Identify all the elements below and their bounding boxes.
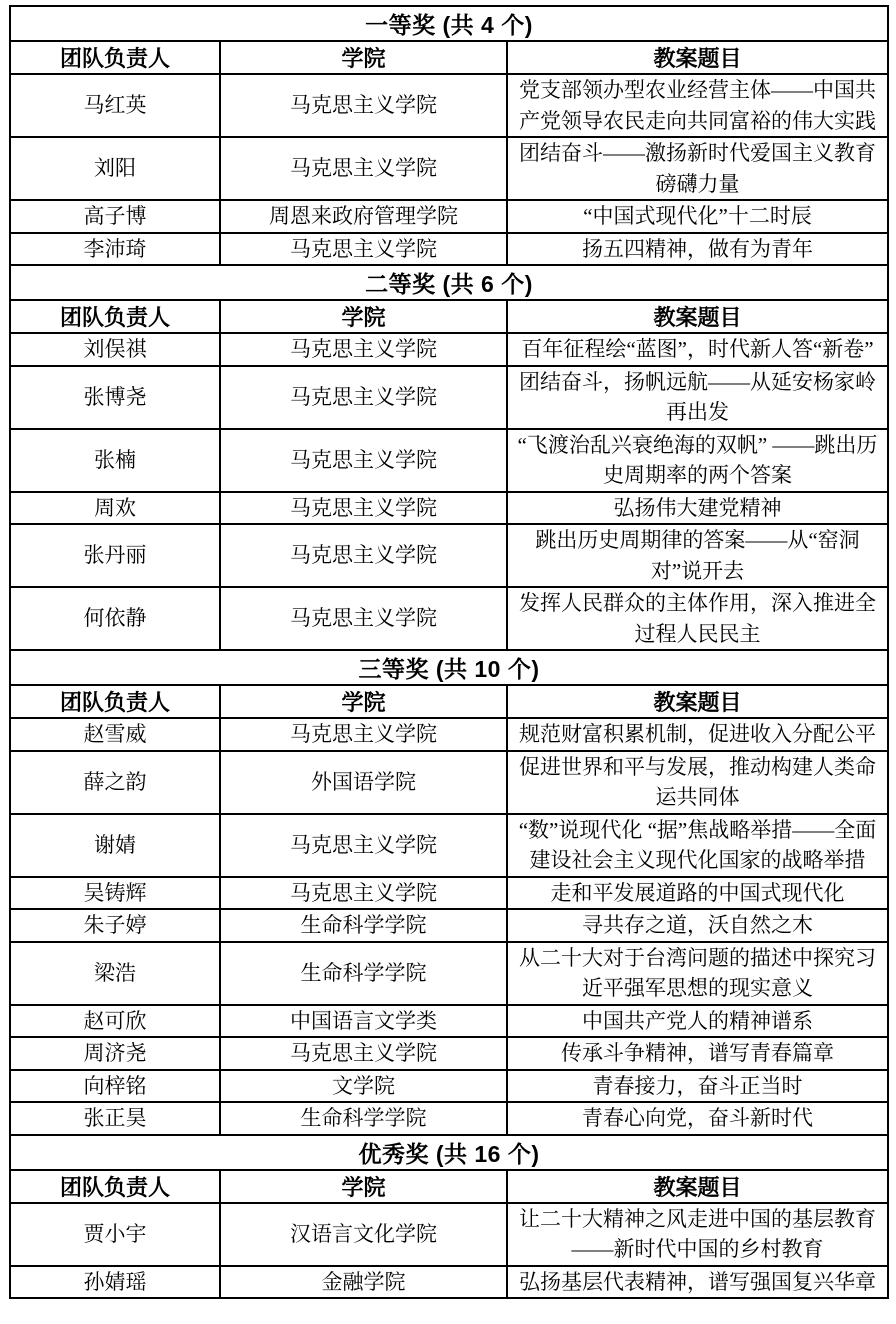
topic-cell: “飞渡治乱兴衰绝海的双帆” ——跳出历史周期率的两个答案 [507,429,888,492]
leader-cell: 马红英 [10,74,220,137]
college-cell: 金融学院 [220,1266,507,1299]
college-cell: 马克思主义学院 [220,1037,507,1070]
table-row [10,1102,888,1135]
column-header-college: 学院 [220,300,507,333]
table-row [10,524,888,587]
column-header-row [10,300,888,333]
college-cell: 马克思主义学院 [220,429,507,492]
college-cell: 生命科学学院 [220,942,507,1005]
leader-cell: 高子博 [10,200,220,233]
leader-cell: 梁浩 [10,942,220,1005]
table-row [10,942,888,1005]
topic-cell: “中国式现代化”十二时辰 [507,200,888,233]
topic-cell: 跳出历史周期律的答案——从“窑洞对”说开去 [507,524,888,587]
section-title: 二等奖 (共 6 个) [10,265,888,300]
table-row [10,587,888,650]
college-cell: 马克思主义学院 [220,587,507,650]
award-table-body [10,6,888,1298]
leader-cell: 薛之韵 [10,751,220,814]
college-cell: 生命科学学院 [220,1102,507,1135]
table-row [10,366,888,429]
column-header-topic: 教案题目 [507,1170,888,1203]
topic-cell: 从二十大对于台湾问题的描述中探究习近平强军思想的现实意义 [507,942,888,1005]
leader-cell: 何依静 [10,587,220,650]
table-row [10,74,888,137]
topic-cell: 传承斗争精神，谱写青春篇章 [507,1037,888,1070]
topic-cell: 规范财富积累机制，促进收入分配公平 [507,718,888,751]
college-cell: 马克思主义学院 [220,718,507,751]
topic-cell: “数”说现代化 “据”焦战略举措——全面建设社会主义现代化国家的战略举措 [507,814,888,877]
table-row [10,1266,888,1299]
section-title-row [10,6,888,41]
section-title-row [10,650,888,685]
table-row [10,137,888,200]
topic-cell: 促进世界和平与发展，推动构建人类命运共同体 [507,751,888,814]
leader-cell: 孙婧瑶 [10,1266,220,1299]
college-cell: 汉语言文化学院 [220,1203,507,1266]
column-header-leader: 团队负责人 [10,41,220,74]
table-row [10,751,888,814]
topic-cell: 发挥人民群众的主体作用，深入推进全过程人民民主 [507,587,888,650]
leader-cell: 刘阳 [10,137,220,200]
column-header-topic: 教案题目 [507,685,888,718]
topic-cell: 让二十大精神之风走进中国的基层教育——新时代中国的乡村教育 [507,1203,888,1266]
topic-cell: 弘扬伟大建党精神 [507,492,888,525]
column-header-topic: 教案题目 [507,300,888,333]
college-cell: 马克思主义学院 [220,814,507,877]
leader-cell: 赵雪威 [10,718,220,751]
leader-cell: 赵可欣 [10,1005,220,1038]
college-cell: 马克思主义学院 [220,524,507,587]
leader-cell: 周欢 [10,492,220,525]
column-header-college: 学院 [220,41,507,74]
topic-cell: 团结奋斗——激扬新时代爱国主义教育磅礴力量 [507,137,888,200]
leader-cell: 李沛琦 [10,233,220,266]
table-row [10,333,888,366]
column-header-college: 学院 [220,685,507,718]
table-row [10,814,888,877]
table-row [10,718,888,751]
topic-cell: 弘扬基层代表精神，谱写强国复兴华章 [507,1266,888,1299]
leader-cell: 谢婧 [10,814,220,877]
topic-cell: 党支部领办型农业经营主体——中国共产党领导农民走向共同富裕的伟大实践 [507,74,888,137]
college-cell: 马克思主义学院 [220,366,507,429]
topic-cell: 百年征程绘“蓝图”，时代新人答“新卷” [507,333,888,366]
table-row [10,1070,888,1103]
college-cell: 文学院 [220,1070,507,1103]
topic-cell: 青春接力，奋斗正当时 [507,1070,888,1103]
table-row [10,233,888,266]
topic-cell: 青春心向党，奋斗新时代 [507,1102,888,1135]
leader-cell: 张丹丽 [10,524,220,587]
leader-cell: 周济尧 [10,1037,220,1070]
section-title-row [10,1135,888,1170]
topic-cell: 扬五四精神，做有为青年 [507,233,888,266]
column-header-leader: 团队负责人 [10,685,220,718]
college-cell: 马克思主义学院 [220,877,507,910]
column-header-row [10,1170,888,1203]
leader-cell: 张正昊 [10,1102,220,1135]
leader-cell: 刘俣祺 [10,333,220,366]
award-table [9,5,889,1299]
leader-cell: 张博尧 [10,366,220,429]
table-row [10,1203,888,1266]
column-header-row [10,685,888,718]
college-cell: 马克思主义学院 [220,333,507,366]
column-header-topic: 教案题目 [507,41,888,74]
leader-cell: 张楠 [10,429,220,492]
topic-cell: 寻共存之道，沃自然之木 [507,909,888,942]
table-row [10,1005,888,1038]
table-row [10,909,888,942]
table-row [10,200,888,233]
topic-cell: 走和平发展道路的中国式现代化 [507,877,888,910]
column-header-leader: 团队负责人 [10,1170,220,1203]
topic-cell: 团结奋斗，扬帆远航——从延安杨家岭再出发 [507,366,888,429]
topic-cell: 中国共产党人的精神谱系 [507,1005,888,1038]
leader-cell: 朱子婷 [10,909,220,942]
table-row [10,492,888,525]
column-header-college: 学院 [220,1170,507,1203]
column-header-leader: 团队负责人 [10,300,220,333]
table-row [10,429,888,492]
college-cell: 周恩来政府管理学院 [220,200,507,233]
college-cell: 生命科学学院 [220,909,507,942]
college-cell: 外国语学院 [220,751,507,814]
college-cell: 马克思主义学院 [220,233,507,266]
college-cell: 马克思主义学院 [220,74,507,137]
section-title: 优秀奖 (共 16 个) [10,1135,888,1170]
table-row [10,877,888,910]
leader-cell: 贾小宇 [10,1203,220,1266]
leader-cell: 吴铸辉 [10,877,220,910]
section-title-row [10,265,888,300]
college-cell: 马克思主义学院 [220,492,507,525]
section-title: 三等奖 (共 10 个) [10,650,888,685]
table-row [10,1037,888,1070]
leader-cell: 向梓铭 [10,1070,220,1103]
college-cell: 中国语言文学类 [220,1005,507,1038]
column-header-row [10,41,888,74]
section-title: 一等奖 (共 4 个) [10,6,888,41]
college-cell: 马克思主义学院 [220,137,507,200]
